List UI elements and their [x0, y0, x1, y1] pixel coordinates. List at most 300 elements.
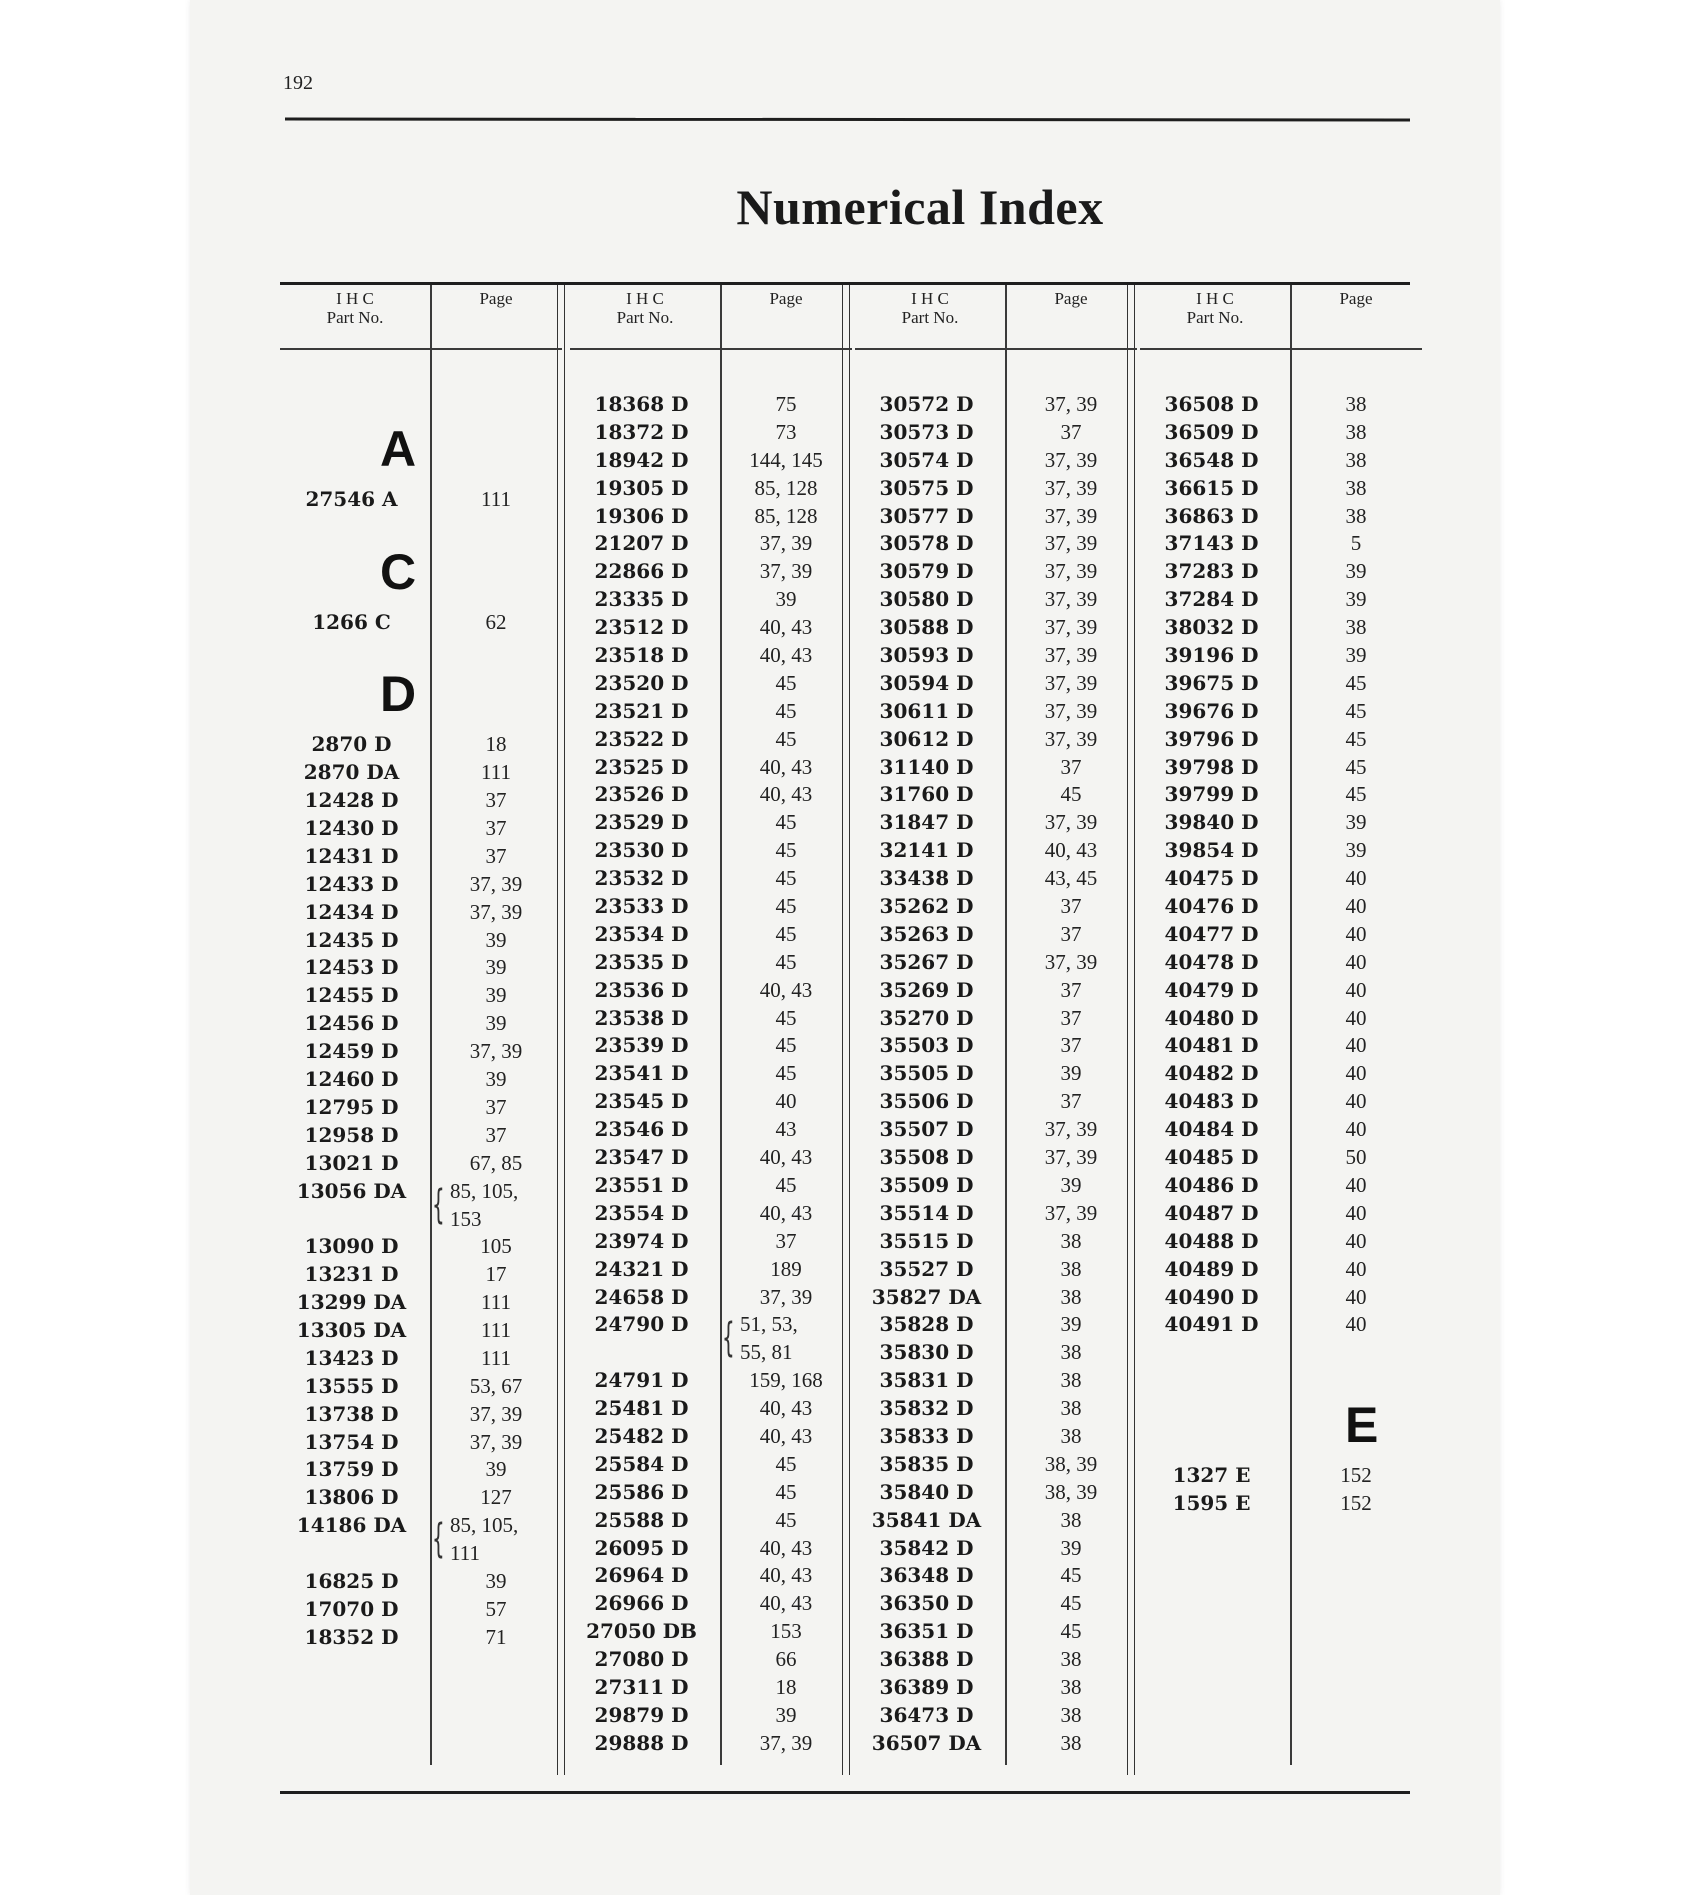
index-row [855, 892, 1137, 920]
index-entries [855, 390, 1137, 1757]
page-reference: 39 [1060, 1172, 1082, 1197]
part-number: 40478 D [1164, 949, 1259, 974]
page-reference: 37 [1060, 1033, 1082, 1058]
part-number: 14186 DA [296, 1513, 407, 1538]
page-reference: 38 [1060, 1368, 1082, 1393]
page-reference: 37, 39 [1044, 1117, 1098, 1142]
page-reference: 38 [1345, 615, 1367, 640]
part-number: 23535 D [594, 949, 689, 974]
page-reference: 38 [1345, 392, 1367, 416]
part-number: 35262 D [879, 894, 974, 919]
index-row [570, 502, 852, 530]
part-number: 35832 D [879, 1396, 974, 1421]
index-row [570, 697, 852, 725]
page-reference: 43 [775, 1117, 797, 1142]
part-number: 12434 D [304, 899, 399, 924]
part-number: 30572 D [879, 392, 974, 416]
page-reference: 38 [1060, 1284, 1082, 1309]
part-number: 23546 D [594, 1117, 689, 1142]
page-reference: 40, 43 [759, 615, 813, 640]
part-number: 12453 D [304, 955, 399, 980]
index-row [570, 474, 852, 502]
page-reference: 71 [485, 1624, 507, 1649]
page-reference: 18 [775, 1674, 797, 1699]
index-row [570, 1729, 852, 1757]
index-row [855, 1004, 1137, 1032]
page-reference: 37, 39 [1044, 726, 1098, 751]
part-number: 23521 D [594, 698, 689, 723]
page-reference: 45 [1345, 726, 1367, 751]
part-number: 23518 D [594, 643, 689, 668]
page-reference: 37 [1060, 894, 1082, 919]
index-row [280, 758, 562, 786]
part-number: 13806 D [304, 1485, 399, 1510]
brace-symbol: { [432, 1181, 445, 1228]
index-row [1140, 836, 1422, 864]
index-row [570, 1617, 852, 1645]
part-number: 23533 D [594, 894, 689, 919]
index-row [855, 1031, 1137, 1059]
index-row [855, 1283, 1137, 1311]
page-reference: 40, 43 [1044, 838, 1098, 863]
part-number: 25586 D [594, 1479, 689, 1504]
index-row [1140, 892, 1422, 920]
page-reference: 37 [1060, 921, 1082, 946]
index-row [855, 1673, 1137, 1701]
part-number: 37284 D [1164, 587, 1259, 612]
page-reference: 62 [485, 609, 507, 634]
index-row [280, 1344, 562, 1372]
part-number: 2870 DA [303, 760, 400, 785]
page-reference: 38 [1345, 475, 1367, 500]
section-letter-row [1140, 1394, 1422, 1461]
part-number: 40477 D [1164, 921, 1259, 946]
index-row [1140, 1171, 1422, 1199]
row-spacer [1140, 1338, 1422, 1394]
part-number: 25588 D [594, 1507, 689, 1532]
page-reference: 38, 39 [1044, 1451, 1098, 1476]
section-letter: D [380, 666, 417, 723]
page-reference: 45 [775, 1061, 797, 1086]
part-number: 36507 DA [871, 1730, 982, 1755]
index-row [280, 1121, 562, 1149]
part-number: 35835 D [879, 1451, 974, 1476]
index-row [855, 1338, 1137, 1366]
index-row [570, 669, 852, 697]
part-number: 35840 D [879, 1479, 974, 1504]
page-reference: 40 [1345, 1172, 1367, 1197]
part-number: 23532 D [594, 866, 689, 891]
page-reference: 37 [1060, 977, 1082, 1002]
part-number: 12456 D [304, 1011, 399, 1036]
index-row [855, 808, 1137, 836]
column-header-part-label: Part No. [901, 308, 959, 327]
part-number: 36389 D [879, 1674, 974, 1699]
index-row [570, 446, 852, 474]
index-row [570, 418, 852, 446]
page-reference: 45 [1060, 1591, 1082, 1616]
part-number: 23536 D [594, 977, 689, 1002]
page-reference: 40 [1345, 1200, 1367, 1225]
index-row [855, 976, 1137, 1004]
page-reference: 45 [1060, 1619, 1082, 1644]
index-row [280, 786, 562, 814]
page-reference: 39 [775, 587, 797, 612]
index-row [855, 390, 1137, 418]
index-row [280, 1232, 562, 1260]
part-number: 30575 D [879, 475, 974, 500]
page-reference: 189 [770, 1256, 802, 1281]
index-row [1140, 1031, 1422, 1059]
part-number: 39840 D [1164, 810, 1259, 835]
index-row [570, 780, 852, 808]
index-row [855, 1143, 1137, 1171]
part-number: 35506 D [879, 1089, 974, 1114]
index-row [570, 1478, 852, 1506]
page-reference: 37, 39 [1044, 810, 1098, 835]
part-number: 37143 D [1164, 531, 1259, 556]
page-reference: 39 [1345, 587, 1367, 612]
table-bottom-rule [280, 1791, 1410, 1794]
page-reference: 111 [481, 760, 511, 785]
section-letter: E [1345, 1397, 1379, 1454]
index-row [1140, 557, 1422, 585]
index-row [280, 1093, 562, 1121]
page-reference: 37 [1060, 419, 1082, 444]
page-reference: 45 [775, 894, 797, 919]
column-header-part-no [280, 289, 430, 327]
index-row [280, 1595, 562, 1623]
page-reference: 40 [1345, 1312, 1367, 1337]
page-reference: 39 [1345, 838, 1367, 863]
part-number: 39675 D [1164, 670, 1259, 695]
index-row [570, 529, 852, 557]
numerical-index-table [280, 282, 1410, 1794]
row-spacer [280, 513, 562, 541]
page-reference: 45 [1345, 782, 1367, 807]
index-row [1140, 1227, 1422, 1255]
page-reference: 38 [1060, 1423, 1082, 1448]
index-row [1140, 641, 1422, 669]
part-number: 30578 D [879, 531, 974, 556]
part-number: 13423 D [304, 1345, 399, 1370]
page-reference: 40, 43 [759, 977, 813, 1002]
part-number: 33438 D [879, 866, 974, 891]
index-row [570, 1394, 852, 1422]
index-row [570, 1004, 852, 1032]
page-reference: 45 [1060, 782, 1082, 807]
page-reference: 40 [1345, 1284, 1367, 1309]
page-reference: 39 [485, 983, 507, 1008]
index-row [855, 502, 1137, 530]
index-row [855, 948, 1137, 976]
page-reference: 40, 43 [759, 1423, 813, 1448]
part-number: 13021 D [304, 1150, 399, 1175]
index-row [1140, 502, 1422, 530]
page-reference: 40 [1345, 1005, 1367, 1030]
index-row [570, 1255, 852, 1283]
page-reference: 39 [485, 1569, 507, 1594]
part-number: 35270 D [879, 1005, 974, 1030]
page-reference: 45 [775, 810, 797, 835]
part-number: 35841 DA [871, 1507, 982, 1532]
index-row [855, 641, 1137, 669]
index-row [280, 1009, 562, 1037]
index-row [855, 1478, 1137, 1506]
section-letter-row [280, 663, 562, 730]
index-row [855, 920, 1137, 948]
part-number: 36348 D [879, 1563, 974, 1588]
part-number: 23512 D [594, 615, 689, 640]
part-number: 30612 D [879, 726, 974, 751]
part-number: 13759 D [304, 1457, 399, 1482]
page-reference: 37, 39 [759, 531, 813, 556]
section-letter-row [280, 541, 562, 608]
part-number: 23529 D [594, 810, 689, 835]
page-reference-line: 85, 105, [450, 1178, 519, 1203]
part-number: 23541 D [594, 1061, 689, 1086]
index-row [855, 474, 1137, 502]
index-entries [570, 390, 852, 1757]
part-number: 40482 D [1164, 1061, 1259, 1086]
index-row [1140, 864, 1422, 892]
index-row [855, 1087, 1137, 1115]
index-row [570, 976, 852, 1004]
page-reference: 37, 39 [1044, 392, 1098, 416]
index-row [855, 1394, 1137, 1422]
part-number: 36509 D [1164, 419, 1259, 444]
index-row [280, 1260, 562, 1288]
index-row [280, 1428, 562, 1456]
index-row [570, 864, 852, 892]
page-reference: 37, 39 [1044, 475, 1098, 500]
index-row [570, 1673, 852, 1701]
page-reference: 40 [1345, 894, 1367, 919]
part-number: 22866 D [594, 559, 689, 584]
part-number: 35842 D [879, 1535, 974, 1560]
part-number: 26964 D [594, 1563, 689, 1588]
part-number: 13231 D [304, 1262, 399, 1287]
part-number: 23335 D [594, 587, 689, 612]
part-number: 40485 D [1164, 1145, 1259, 1170]
page-reference: 45 [775, 1005, 797, 1030]
index-row [1140, 753, 1422, 781]
page-reference: 111 [481, 1290, 511, 1315]
page-reference: 45 [1345, 670, 1367, 695]
page-reference: 40 [1345, 1089, 1367, 1114]
page-reference: 40 [1345, 1033, 1367, 1058]
part-number: 35269 D [879, 977, 974, 1002]
index-row [570, 1199, 852, 1227]
part-number: 12428 D [304, 788, 399, 813]
index-row [855, 1561, 1137, 1589]
part-number: 12459 D [304, 1039, 399, 1064]
index-row [280, 608, 562, 636]
part-number: 23974 D [594, 1228, 689, 1253]
part-number: 23526 D [594, 782, 689, 807]
index-row [280, 926, 562, 954]
column-header-rule [280, 348, 562, 350]
page-reference: 45 [775, 949, 797, 974]
part-number: 26095 D [594, 1535, 689, 1560]
page-reference: 152 [1340, 1490, 1372, 1515]
index-row [280, 730, 562, 758]
part-number: 40475 D [1164, 866, 1259, 891]
page-reference: 38 [1345, 419, 1367, 444]
page-reference-line: 111 [450, 1541, 480, 1566]
index-row [1140, 1461, 1422, 1489]
page-reference: 37, 39 [1044, 1200, 1098, 1225]
page-reference: 37, 39 [1044, 587, 1098, 612]
page-reference: 40 [1345, 1061, 1367, 1086]
index-column-group [570, 285, 852, 1791]
part-number: 35509 D [879, 1172, 974, 1197]
page-reference: 37, 39 [1044, 949, 1098, 974]
page-reference: 85, 128 [754, 503, 818, 528]
part-number: 35833 D [879, 1423, 974, 1448]
part-number: 36351 D [879, 1619, 974, 1644]
index-row [570, 948, 852, 976]
index-row [570, 1589, 852, 1617]
index-row [855, 418, 1137, 446]
part-number: 2870 D [311, 732, 392, 757]
index-row [855, 1534, 1137, 1562]
column-header-rule [1140, 348, 1422, 350]
page-reference: 38 [1345, 447, 1367, 472]
column-header-part-no [855, 289, 1005, 327]
page-reference: 40, 43 [759, 1145, 813, 1170]
page-reference: 37 [485, 815, 507, 840]
part-number: 40484 D [1164, 1117, 1259, 1142]
page-reference: 38, 39 [1044, 1479, 1098, 1504]
index-row [280, 1316, 562, 1344]
column-header-part-label: Part No. [616, 308, 674, 327]
index-row [1140, 529, 1422, 557]
part-number: 18372 D [594, 419, 689, 444]
page-reference: 37 [485, 1094, 507, 1119]
page-reference: 45 [1345, 754, 1367, 779]
page-reference: 105 [480, 1234, 512, 1259]
page-reference: 40 [1345, 1228, 1367, 1253]
page-reference: 38 [1060, 1730, 1082, 1755]
index-row [280, 870, 562, 898]
index-row [570, 808, 852, 836]
page-reference: 39 [485, 1457, 507, 1482]
index-row [570, 613, 852, 641]
part-number: 23522 D [594, 726, 689, 751]
part-number: 23530 D [594, 838, 689, 863]
part-number: 13056 DA [296, 1178, 407, 1203]
part-number: 35828 D [879, 1312, 974, 1337]
part-number: 23554 D [594, 1200, 689, 1225]
part-number: 40479 D [1164, 977, 1259, 1002]
page-reference: 45 [775, 726, 797, 751]
index-row [280, 1623, 562, 1651]
index-row [1140, 1059, 1422, 1087]
index-row [855, 836, 1137, 864]
page-reference: 40, 43 [759, 782, 813, 807]
column-header-part-no [570, 289, 720, 327]
index-row [570, 390, 852, 418]
page-reference: 37, 39 [1044, 447, 1098, 472]
part-number: 40491 D [1164, 1312, 1259, 1337]
page-reference: 37, 39 [759, 1284, 813, 1309]
index-row [280, 1177, 562, 1233]
part-number: 35515 D [879, 1228, 974, 1253]
page-reference: 45 [775, 1172, 797, 1197]
part-number: 18352 D [304, 1624, 399, 1649]
page-reference: 153 [770, 1619, 802, 1644]
page-reference: 40 [775, 1089, 797, 1114]
page-reference: 38 [1060, 1507, 1082, 1532]
index-row [570, 1450, 852, 1478]
page-reference: 38 [1060, 1256, 1082, 1281]
column-header-part-label: Part No. [326, 308, 384, 327]
index-row [855, 1589, 1137, 1617]
part-number: 30594 D [879, 670, 974, 695]
part-number: 40488 D [1164, 1228, 1259, 1253]
index-row [1140, 725, 1422, 753]
part-number: 36863 D [1164, 503, 1259, 528]
page-reference: 40, 43 [759, 1200, 813, 1225]
part-number: 23547 D [594, 1145, 689, 1170]
part-number: 1595 E [1172, 1490, 1251, 1515]
page-reference: 37 [775, 1228, 797, 1253]
index-row [1140, 1310, 1422, 1338]
page-reference: 66 [775, 1647, 797, 1672]
index-row [280, 1511, 562, 1567]
page-reference: 37, 39 [469, 1039, 523, 1064]
part-number: 24790 D [594, 1312, 689, 1337]
column-header-ihc: I H C [626, 289, 664, 308]
part-number: 39196 D [1164, 643, 1259, 668]
page-reference: 40, 43 [759, 643, 813, 668]
index-row [855, 1422, 1137, 1450]
page-reference-line: 85, 105, [450, 1513, 519, 1538]
part-number: 19306 D [594, 503, 689, 528]
part-number: 35830 D [879, 1340, 974, 1365]
part-number: 39676 D [1164, 698, 1259, 723]
index-row [855, 1617, 1137, 1645]
part-number: 24791 D [594, 1368, 689, 1393]
part-number: 36508 D [1164, 392, 1259, 416]
part-number: 1266 C [312, 609, 391, 634]
index-row [855, 1645, 1137, 1673]
page-reference: 39 [1345, 643, 1367, 668]
part-number: 27050 DB [586, 1619, 697, 1644]
part-number: 30574 D [879, 447, 974, 472]
page-reference: 37, 39 [469, 1401, 523, 1426]
part-number: 13754 D [304, 1429, 399, 1454]
page-reference: 45 [775, 1507, 797, 1532]
part-number: 25481 D [594, 1396, 689, 1421]
part-number: 13738 D [304, 1401, 399, 1426]
page-reference: 39 [485, 1067, 507, 1091]
part-number: 40483 D [1164, 1089, 1259, 1114]
index-row [855, 725, 1137, 753]
page-reference: 73 [775, 419, 797, 444]
index-row [855, 1255, 1137, 1283]
index-row [855, 1171, 1137, 1199]
index-row [570, 1422, 852, 1450]
page-reference: 37 [485, 788, 507, 813]
index-row [1140, 1199, 1422, 1227]
index-row [1140, 1255, 1422, 1283]
part-number: 18368 D [594, 392, 689, 416]
index-row [855, 1310, 1137, 1338]
index-row [280, 1149, 562, 1177]
document-page [190, 0, 1500, 1895]
